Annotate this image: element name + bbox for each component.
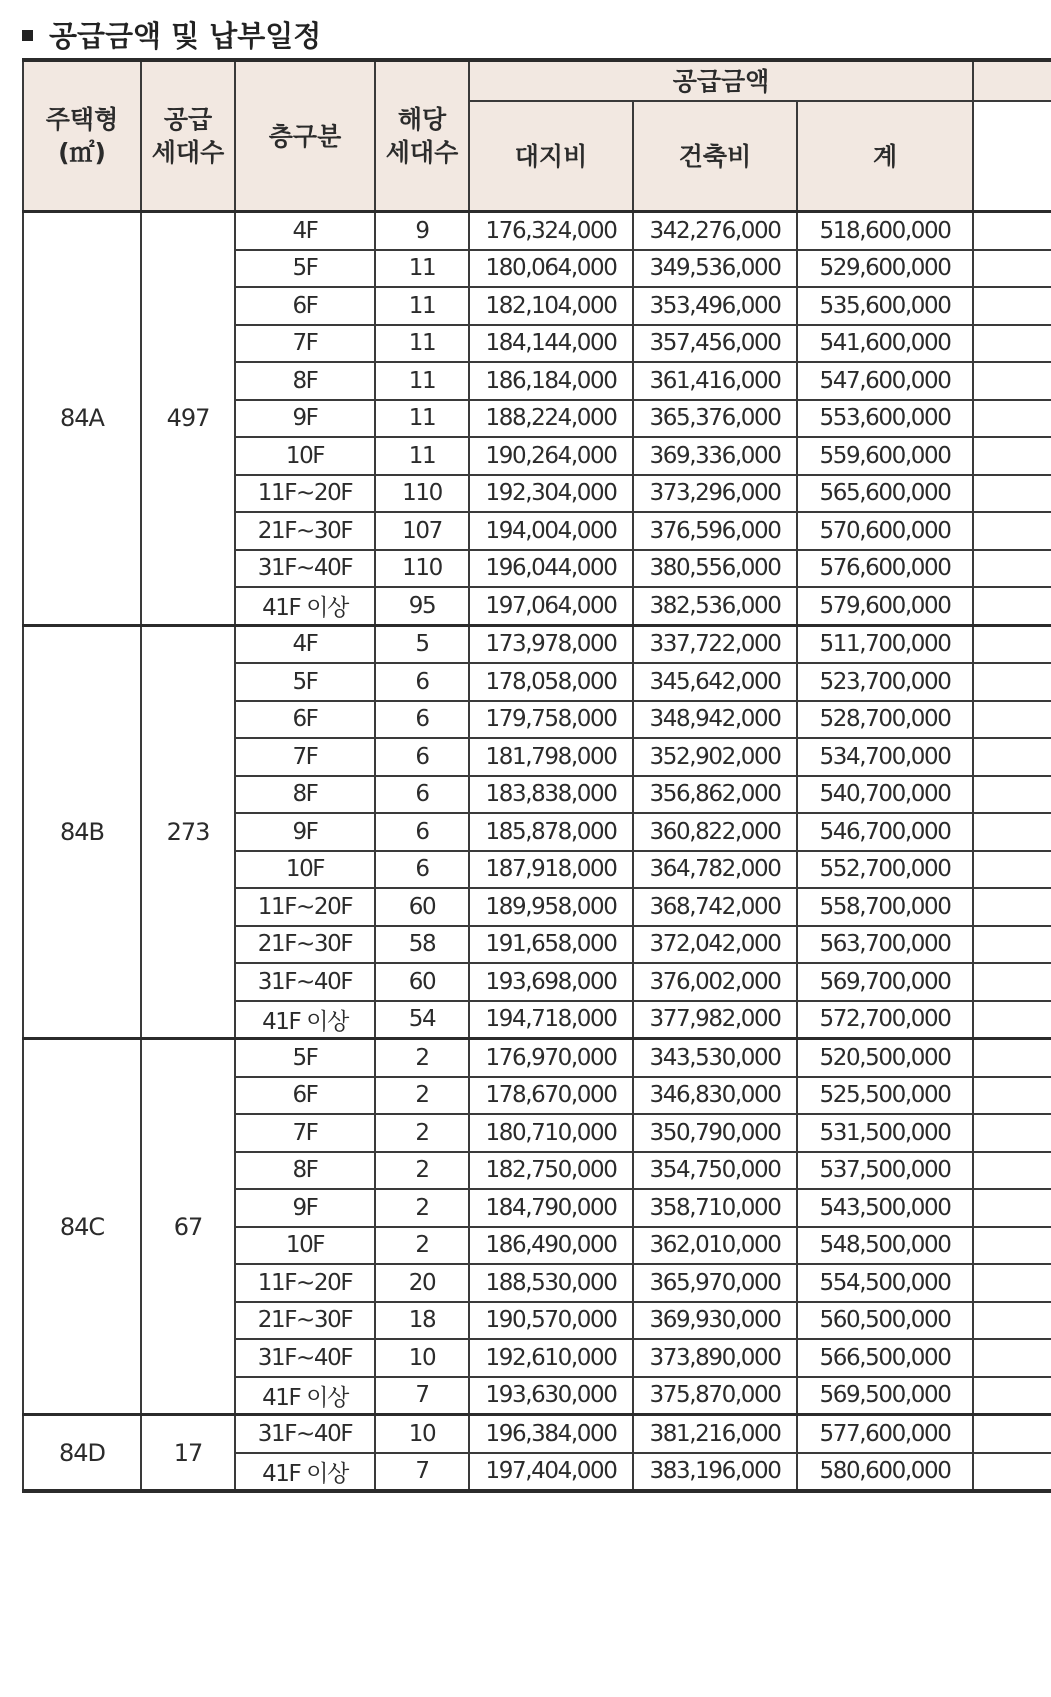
cell-floor: 5F (235, 1039, 375, 1077)
cell-land-cost: 186,490,000 (469, 1227, 633, 1265)
cell-units: 6 (375, 738, 469, 776)
cell-land-cost: 186,184,000 (469, 362, 633, 400)
cell-building-cost: 372,042,000 (633, 926, 797, 964)
cell-floor: 41F 이상 (235, 1453, 375, 1492)
cell-next-column (973, 1453, 1051, 1492)
cell-units: 7 (375, 1453, 469, 1492)
cell-total: 552,700,000 (797, 851, 973, 889)
cell-land-cost: 188,224,000 (469, 400, 633, 438)
cell-land-cost: 193,630,000 (469, 1377, 633, 1415)
cell-next-column (973, 1415, 1051, 1453)
cell-total: 541,600,000 (797, 325, 973, 363)
supply-price-table (22, 58, 1051, 1493)
cell-next-column (973, 1152, 1051, 1190)
cell-units: 2 (375, 1227, 469, 1265)
cell-next-column (973, 475, 1051, 513)
cell-next-column (973, 926, 1051, 964)
cell-building-cost: 356,862,000 (633, 776, 797, 814)
cell-building-cost: 382,536,000 (633, 587, 797, 625)
cell-units: 2 (375, 1189, 469, 1227)
cell-land-cost: 189,958,000 (469, 888, 633, 926)
cell-floor: 41F 이상 (235, 587, 375, 625)
cell-building-cost: 375,870,000 (633, 1377, 797, 1415)
header-units (375, 60, 469, 212)
header-supply-units-line1: 공급 (163, 105, 213, 134)
cell-building-cost: 383,196,000 (633, 1453, 797, 1492)
cell-next-column (973, 212, 1051, 250)
header-units-line2: 세대수 (385, 138, 459, 167)
cell-land-cost: 178,058,000 (469, 663, 633, 701)
cell-next-column (973, 701, 1051, 739)
cell-building-cost: 348,942,000 (633, 701, 797, 739)
cell-next-column (973, 437, 1051, 475)
cell-land-cost: 191,658,000 (469, 926, 633, 964)
cell-next-column (973, 1339, 1051, 1377)
cell-units: 6 (375, 851, 469, 889)
cell-floor: 11F~20F (235, 475, 375, 513)
cell-floor: 10F (235, 851, 375, 889)
cell-total: 537,500,000 (797, 1152, 973, 1190)
cell-building-cost: 369,930,000 (633, 1302, 797, 1340)
cell-land-cost: 187,918,000 (469, 851, 633, 889)
table-row (23, 625, 1051, 663)
cell-building-cost: 337,722,000 (633, 625, 797, 663)
cell-land-cost: 183,838,000 (469, 776, 633, 814)
cell-total: 547,600,000 (797, 362, 973, 400)
cell-land-cost: 182,750,000 (469, 1152, 633, 1190)
cell-supply-units: 17 (141, 1415, 235, 1492)
cell-units: 11 (375, 250, 469, 288)
cell-next-column (973, 1302, 1051, 1340)
cell-floor: 21F~30F (235, 926, 375, 964)
cell-land-cost: 197,064,000 (469, 587, 633, 625)
cell-next-column (973, 400, 1051, 438)
cell-next-column (973, 325, 1051, 363)
cell-floor: 8F (235, 1152, 375, 1190)
cell-housing-type: 84D (23, 1415, 141, 1492)
header-total: 계 (797, 101, 973, 212)
cell-floor: 6F (235, 1077, 375, 1115)
cell-floor: 31F~40F (235, 1339, 375, 1377)
cell-units: 110 (375, 475, 469, 513)
table-row (23, 1415, 1051, 1453)
cell-building-cost: 369,336,000 (633, 437, 797, 475)
cell-total: 565,600,000 (797, 475, 973, 513)
cell-next-column (973, 1001, 1051, 1039)
cell-floor: 41F 이상 (235, 1001, 375, 1039)
cell-total: 540,700,000 (797, 776, 973, 814)
cell-floor: 6F (235, 701, 375, 739)
cell-building-cost: 365,970,000 (633, 1264, 797, 1302)
header-land-cost: 대지비 (469, 101, 633, 212)
cell-units: 2 (375, 1114, 469, 1152)
cell-land-cost: 194,004,000 (469, 512, 633, 550)
cell-land-cost: 180,064,000 (469, 250, 633, 288)
cell-land-cost: 176,324,000 (469, 212, 633, 250)
cell-land-cost: 194,718,000 (469, 1001, 633, 1039)
cell-total: 563,700,000 (797, 926, 973, 964)
cell-next-column (973, 512, 1051, 550)
cell-floor: 8F (235, 776, 375, 814)
cell-land-cost: 179,758,000 (469, 701, 633, 739)
cell-land-cost: 184,790,000 (469, 1189, 633, 1227)
cell-next-column (973, 362, 1051, 400)
cell-total: 572,700,000 (797, 1001, 973, 1039)
cell-building-cost: 373,296,000 (633, 475, 797, 513)
cell-floor: 10F (235, 437, 375, 475)
cell-total: 560,500,000 (797, 1302, 973, 1340)
cell-next-column (973, 1264, 1051, 1302)
section-title (22, 12, 321, 56)
cell-supply-units: 273 (141, 625, 235, 1039)
cell-units: 54 (375, 1001, 469, 1039)
cell-floor: 9F (235, 1189, 375, 1227)
cell-units: 2 (375, 1152, 469, 1190)
cell-building-cost: 350,790,000 (633, 1114, 797, 1152)
cell-floor: 10F (235, 1227, 375, 1265)
cell-total: 570,600,000 (797, 512, 973, 550)
cell-building-cost: 360,822,000 (633, 813, 797, 851)
cell-total: 529,600,000 (797, 250, 973, 288)
cell-land-cost: 173,978,000 (469, 625, 633, 663)
cell-units: 110 (375, 550, 469, 588)
cell-total: 523,700,000 (797, 663, 973, 701)
cell-units: 11 (375, 325, 469, 363)
cell-housing-type: 84B (23, 625, 141, 1039)
header-floor: 층구분 (235, 60, 375, 212)
cell-total: 534,700,000 (797, 738, 973, 776)
cell-units: 20 (375, 1264, 469, 1302)
cell-units: 18 (375, 1302, 469, 1340)
price-table-container (22, 58, 1051, 1687)
cell-total: 566,500,000 (797, 1339, 973, 1377)
cell-floor: 11F~20F (235, 888, 375, 926)
cell-land-cost: 184,144,000 (469, 325, 633, 363)
cell-supply-units: 67 (141, 1039, 235, 1415)
cell-land-cost: 182,104,000 (469, 287, 633, 325)
cell-building-cost: 358,710,000 (633, 1189, 797, 1227)
cell-building-cost: 376,596,000 (633, 512, 797, 550)
cell-building-cost: 343,530,000 (633, 1039, 797, 1077)
cell-floor: 21F~30F (235, 512, 375, 550)
cell-total: 576,600,000 (797, 550, 973, 588)
cell-building-cost: 349,536,000 (633, 250, 797, 288)
cell-building-cost: 361,416,000 (633, 362, 797, 400)
header-housing-type-label: 주택형 (45, 105, 119, 134)
cell-total: 548,500,000 (797, 1227, 973, 1265)
cell-units: 2 (375, 1039, 469, 1077)
header-housing-type-unit: (㎡) (58, 138, 106, 167)
cell-next-column (973, 550, 1051, 588)
cell-housing-type: 84A (23, 212, 141, 626)
cell-units: 7 (375, 1377, 469, 1415)
cell-next-column (973, 738, 1051, 776)
cell-total: 543,500,000 (797, 1189, 973, 1227)
cell-building-cost: 368,742,000 (633, 888, 797, 926)
cell-total: 569,700,000 (797, 963, 973, 1001)
table-row (23, 1039, 1051, 1077)
cell-building-cost: 346,830,000 (633, 1077, 797, 1115)
cell-building-cost: 373,890,000 (633, 1339, 797, 1377)
cell-next-column (973, 851, 1051, 889)
table-header (23, 60, 1051, 212)
cell-floor: 5F (235, 663, 375, 701)
cell-floor: 4F (235, 625, 375, 663)
cell-land-cost: 188,530,000 (469, 1264, 633, 1302)
header-units-line1: 해당 (397, 105, 447, 134)
cell-floor: 21F~30F (235, 1302, 375, 1340)
cell-next-column (973, 1077, 1051, 1115)
cell-total: 577,600,000 (797, 1415, 973, 1453)
cell-total: 580,600,000 (797, 1453, 973, 1492)
cell-total: 518,600,000 (797, 212, 973, 250)
cell-floor: 5F (235, 250, 375, 288)
cell-building-cost: 381,216,000 (633, 1415, 797, 1453)
cell-floor: 11F~20F (235, 1264, 375, 1302)
cell-next-column (973, 287, 1051, 325)
table-body (23, 212, 1051, 1492)
cell-floor: 41F 이상 (235, 1377, 375, 1415)
table-row (23, 212, 1051, 250)
cell-next-column (973, 1039, 1051, 1077)
cell-floor: 31F~40F (235, 1415, 375, 1453)
cell-floor: 7F (235, 1114, 375, 1152)
cell-units: 11 (375, 362, 469, 400)
cell-floor: 31F~40F (235, 550, 375, 588)
cell-floor: 7F (235, 325, 375, 363)
cell-building-cost: 352,902,000 (633, 738, 797, 776)
cell-total: 511,700,000 (797, 625, 973, 663)
cell-units: 58 (375, 926, 469, 964)
header-supply-units-line2: 세대수 (151, 138, 225, 167)
cell-land-cost: 190,570,000 (469, 1302, 633, 1340)
cell-building-cost: 364,782,000 (633, 851, 797, 889)
cell-supply-units: 497 (141, 212, 235, 626)
cell-total: 558,700,000 (797, 888, 973, 926)
cell-next-column (973, 1377, 1051, 1415)
cell-units: 6 (375, 813, 469, 851)
cell-land-cost: 180,710,000 (469, 1114, 633, 1152)
cell-total: 520,500,000 (797, 1039, 973, 1077)
cell-total: 546,700,000 (797, 813, 973, 851)
cell-housing-type: 84C (23, 1039, 141, 1415)
cell-total: 569,500,000 (797, 1377, 973, 1415)
cell-building-cost: 342,276,000 (633, 212, 797, 250)
cell-total: 531,500,000 (797, 1114, 973, 1152)
cell-units: 6 (375, 701, 469, 739)
cell-building-cost: 377,982,000 (633, 1001, 797, 1039)
cell-building-cost: 365,376,000 (633, 400, 797, 438)
cell-units: 95 (375, 587, 469, 625)
cell-floor: 4F (235, 212, 375, 250)
cell-land-cost: 176,970,000 (469, 1039, 633, 1077)
cell-units: 10 (375, 1415, 469, 1453)
cell-floor: 9F (235, 813, 375, 851)
cell-total: 554,500,000 (797, 1264, 973, 1302)
cell-floor: 9F (235, 400, 375, 438)
cell-building-cost: 345,642,000 (633, 663, 797, 701)
cell-land-cost: 192,304,000 (469, 475, 633, 513)
cell-building-cost: 357,456,000 (633, 325, 797, 363)
cell-floor: 6F (235, 287, 375, 325)
cell-units: 2 (375, 1077, 469, 1115)
cell-next-column (973, 1227, 1051, 1265)
header-supply-units (141, 60, 235, 212)
header-supply-price: 공급금액 (469, 60, 973, 101)
cell-total: 528,700,000 (797, 701, 973, 739)
header-building-cost: 건축비 (633, 101, 797, 212)
cell-land-cost: 196,044,000 (469, 550, 633, 588)
cell-units: 6 (375, 776, 469, 814)
cell-units: 11 (375, 400, 469, 438)
cell-next-column (973, 1114, 1051, 1152)
cell-units: 11 (375, 437, 469, 475)
section-title-text: 공급금액 및 납부일정 (49, 18, 322, 53)
cell-next-column (973, 888, 1051, 926)
cell-total: 559,600,000 (797, 437, 973, 475)
cell-building-cost: 376,002,000 (633, 963, 797, 1001)
cell-next-column (973, 587, 1051, 625)
cell-units: 9 (375, 212, 469, 250)
cell-next-column (973, 813, 1051, 851)
cell-units: 60 (375, 888, 469, 926)
cell-next-column (973, 625, 1051, 663)
cell-land-cost: 193,698,000 (469, 963, 633, 1001)
cell-building-cost: 354,750,000 (633, 1152, 797, 1190)
square-bullet-icon (22, 30, 33, 41)
cell-floor: 7F (235, 738, 375, 776)
cell-next-column (973, 1189, 1051, 1227)
cell-units: 6 (375, 663, 469, 701)
cell-total: 553,600,000 (797, 400, 973, 438)
cell-total: 525,500,000 (797, 1077, 973, 1115)
cell-units: 10 (375, 1339, 469, 1377)
cell-land-cost: 190,264,000 (469, 437, 633, 475)
cell-units: 11 (375, 287, 469, 325)
cell-next-column (973, 663, 1051, 701)
cell-floor: 31F~40F (235, 963, 375, 1001)
cell-next-column (973, 963, 1051, 1001)
cell-building-cost: 362,010,000 (633, 1227, 797, 1265)
cell-land-cost: 185,878,000 (469, 813, 633, 851)
cell-land-cost: 181,798,000 (469, 738, 633, 776)
cell-building-cost: 380,556,000 (633, 550, 797, 588)
cell-units: 107 (375, 512, 469, 550)
cell-land-cost: 196,384,000 (469, 1415, 633, 1453)
header-next-column-bottom (973, 101, 1051, 212)
cell-units: 5 (375, 625, 469, 663)
cell-building-cost: 353,496,000 (633, 287, 797, 325)
cell-floor: 8F (235, 362, 375, 400)
cell-total: 579,600,000 (797, 587, 973, 625)
header-housing-type (23, 60, 141, 212)
cell-units: 60 (375, 963, 469, 1001)
cell-land-cost: 178,670,000 (469, 1077, 633, 1115)
header-next-column-top (973, 60, 1051, 101)
cell-total: 535,600,000 (797, 287, 973, 325)
cell-next-column (973, 776, 1051, 814)
cell-land-cost: 197,404,000 (469, 1453, 633, 1492)
cell-land-cost: 192,610,000 (469, 1339, 633, 1377)
cell-next-column (973, 250, 1051, 288)
